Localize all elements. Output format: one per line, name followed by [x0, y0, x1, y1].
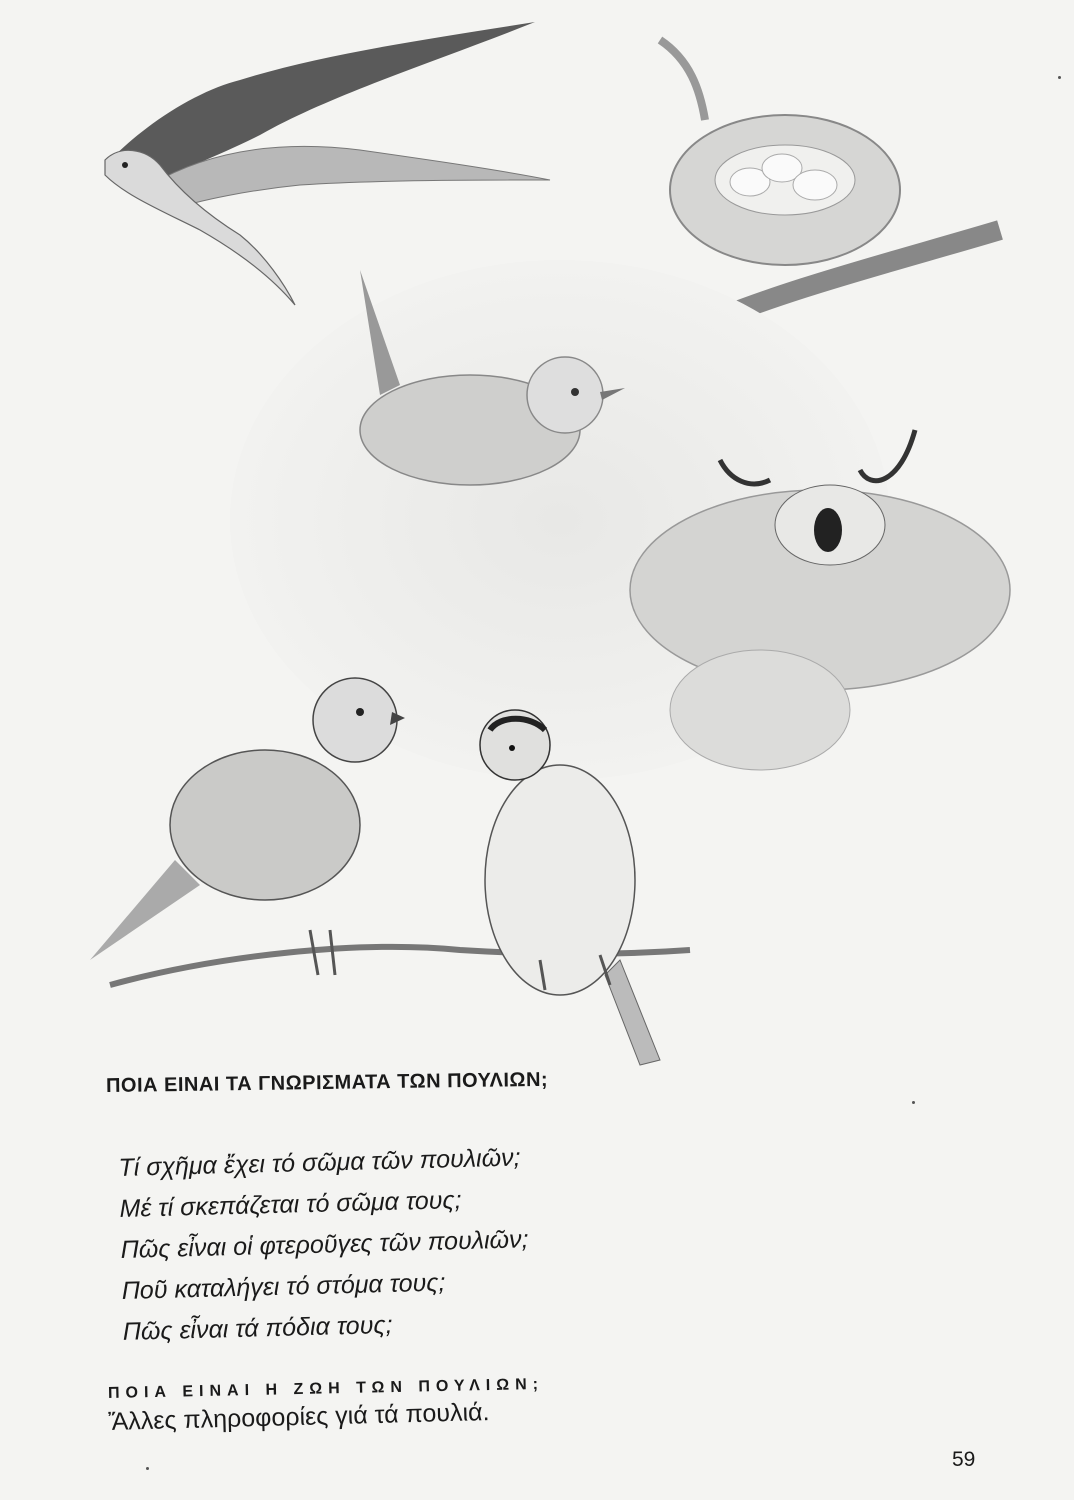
life-heading: ΠΟΙΑ ΕΙΝΑΙ Η ΖΩΗ ΤΩΝ ΠΟΥΛΙΩΝ; — [107, 1375, 545, 1402]
list-item: Πῶς εἶναι τά πόδια τους; — [122, 1310, 393, 1346]
speck-mark — [912, 1101, 915, 1104]
sparrow-drawing — [90, 678, 405, 975]
more-info-line: Ἄλλες πληροφορίες γιά τά πουλιά. — [107, 1398, 490, 1436]
page-number: 59 — [952, 1448, 976, 1471]
list-item: Τί σχῆμα ἔχει τό σῶμα τῶν πουλιῶν; — [118, 1143, 521, 1182]
nest-with-eggs-drawing — [660, 40, 1000, 330]
question-list — [118, 1137, 531, 1353]
swallow-drawing — [105, 22, 550, 305]
features-heading: ΠΟΙΑ ΕΙΝΑΙ ΤΑ ΓΝΩΡΙΣΜΑΤΑ ΤΩΝ ΠΟΥΛΙΩΝ; — [105, 1068, 549, 1097]
speck-mark — [1058, 76, 1061, 79]
list-item: Πῶς εἶναι οἱ φτεροῦγες τῶν πουλιῶν; — [120, 1225, 529, 1264]
list-item: Ποῦ καταλήγει τό στόμα τους; — [121, 1268, 446, 1305]
speck-mark — [146, 1467, 149, 1470]
list-item: Μέ τί σκεπάζεται τό σῶμα τους; — [119, 1186, 462, 1223]
